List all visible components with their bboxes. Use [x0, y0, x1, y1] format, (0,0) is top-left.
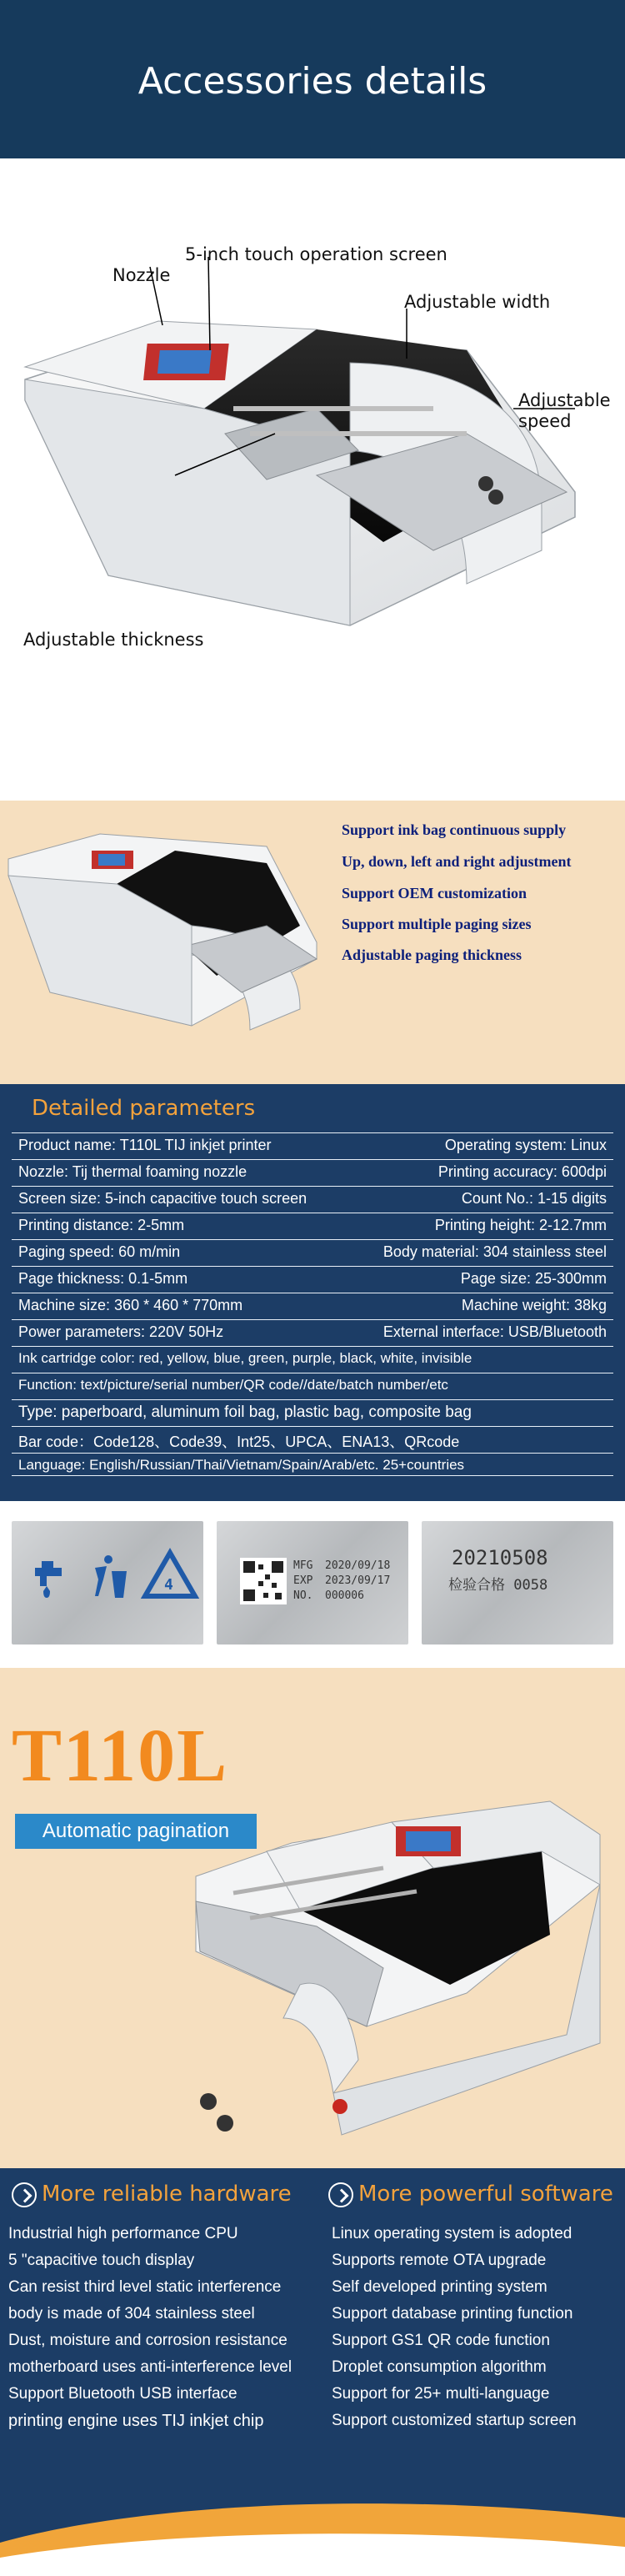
parameters-title: Detailed parameters — [32, 1096, 256, 1121]
print-symbols-image — [12, 1521, 203, 1645]
param-row — [12, 1132, 613, 1156]
software-title-text: More powerful software — [358, 2182, 613, 2207]
accessories-section — [0, 158, 625, 801]
exp-date: 2023/09/17 — [325, 1574, 391, 1587]
label-adjustable-width: Adjustable width — [404, 292, 551, 312]
product-model: T110L — [12, 1715, 229, 1797]
no-value: 000006 — [325, 1589, 364, 1602]
label-adjustable-speed-line2: speed — [518, 411, 572, 431]
param-left: Page thickness: 0.1-5mm — [18, 1270, 188, 1287]
param-right: Printing accuracy: 600dpi — [438, 1163, 607, 1180]
sample-date-code — [217, 1521, 408, 1645]
param-left: Bar code：Code128、Code39、Int25、UPCA、ENA13、QRcode — [18, 1434, 460, 1450]
mfg-date: 2020/09/18 — [325, 1559, 391, 1572]
param-right: External interface: USB/Bluetooth — [382, 1323, 607, 1340]
param-left: Ink cartridge color: red, yellow, blue, green, purple, black, white, invisible — [18, 1350, 472, 1366]
param-left: Type: paperboard, aluminum foil bag, plastic bag, composite bag — [18, 1403, 472, 1421]
feature-item: Support multiple paging sizes — [342, 916, 532, 932]
param-row — [12, 1213, 613, 1236]
param-left: Screen size: 5-inch capacitive touch screen — [18, 1190, 308, 1207]
no-label: NO. — [293, 1589, 313, 1602]
param-row — [12, 1346, 613, 1369]
hardware-title — [12, 2182, 292, 2207]
samples-section — [0, 1501, 625, 1668]
hardware-item: Dust, moisture and corrosion resistance — [8, 2332, 288, 2349]
feature-item: Up, down, left and right adjustment — [342, 853, 572, 870]
param-left: Language: English/Russian/Thai/Vietnam/Spain/Arab/etc. 25+countries — [18, 1457, 465, 1473]
decorative-swoosh — [0, 2484, 625, 2576]
hardware-item: Industrial high performance CPU — [8, 2225, 238, 2242]
software-item: Linux operating system is adopted — [332, 2225, 572, 2242]
param-row — [12, 1399, 613, 1423]
param-row — [12, 1239, 613, 1263]
hardware-item: printing engine uses TIJ inkjet chip — [8, 2412, 264, 2430]
product-section — [0, 1668, 625, 2168]
check-text: 检验合格 0058 — [448, 1577, 548, 1594]
software-item: Self developed printing system — [332, 2278, 548, 2296]
label-touch-screen: 5-inch touch operation screen — [185, 244, 448, 264]
machine-illustration-medium — [0, 801, 625, 1084]
hardware-software-section — [0, 2168, 625, 2576]
param-left: Paging speed: 60 m/min — [18, 1243, 181, 1260]
machine-illustration-product — [0, 1668, 625, 2168]
param-left: Printing distance: 2-5mm — [18, 1217, 185, 1233]
software-item: Droplet consumption algorithm — [332, 2358, 547, 2376]
label-adjustable-thickness: Adjustable thickness — [23, 630, 204, 650]
recycle-number: 4 — [164, 1576, 173, 1594]
mfg-label: MFG — [293, 1559, 313, 1572]
page-title: Accessories details — [138, 60, 488, 103]
hardware-item: motherboard uses anti-interference level — [8, 2358, 292, 2376]
param-left: Function: text/picture/serial number/QR code//date/batch number/etc — [18, 1377, 448, 1393]
hardware-title-text: More reliable hardware — [42, 2182, 292, 2207]
param-left: Nozzle: Tij thermal foaming nozzle — [18, 1163, 248, 1180]
param-right: Printing height: 2-12.7mm — [434, 1217, 607, 1233]
software-item: Support database printing function — [332, 2305, 573, 2322]
param-left: Product name: T110L TIJ inkjet printer — [18, 1137, 272, 1153]
chevron-right-icon — [328, 2182, 353, 2207]
label-nozzle: Nozzle — [112, 265, 171, 285]
param-row — [12, 1186, 613, 1209]
hardware-item: 5 "capacitive touch display — [8, 2252, 195, 2269]
param-right: Machine weight: 38kg — [461, 1297, 607, 1313]
software-title — [328, 2182, 613, 2207]
param-right: Page size: 25-300mm — [460, 1270, 607, 1287]
feature-item: Support OEM customization — [342, 885, 528, 901]
param-right: Body material: 304 stainless steel — [382, 1243, 607, 1260]
software-item: Supports remote OTA upgrade — [332, 2252, 547, 2269]
software-item: Support GS1 QR code function — [332, 2332, 550, 2349]
param-row — [12, 1373, 613, 1396]
param-row — [12, 1319, 613, 1343]
software-item: Support customized startup screen — [332, 2412, 577, 2429]
hardware-item: body is made of 304 stainless steel — [8, 2305, 255, 2322]
param-right: Count No.: 1-15 digits — [461, 1190, 607, 1207]
sample-batch-code — [422, 1521, 613, 1645]
hardware-item: Can resist third level static interference — [8, 2278, 282, 2296]
param-right: Operating system: Linux — [444, 1137, 607, 1153]
param-row — [12, 1293, 613, 1316]
software-item: Support for 25+ multi-language — [332, 2385, 550, 2403]
page-header — [0, 0, 625, 158]
features-section — [0, 801, 625, 1084]
param-row — [12, 1159, 613, 1183]
feature-item: Support ink bag continuous supply — [342, 821, 567, 838]
batch-code: 20210508 — [452, 1546, 548, 1569]
product-subtitle: Automatic pagination — [15, 1814, 257, 1849]
parameters-section — [0, 1084, 625, 1501]
feature-item: Adjustable paging thickness — [342, 947, 522, 963]
param-left: Power parameters: 220V 50Hz — [18, 1323, 224, 1340]
param-row — [12, 1453, 613, 1476]
param-left: Machine size: 360 * 460 * 770mm — [18, 1297, 243, 1313]
chevron-right-icon — [12, 2182, 37, 2207]
sample-symbols — [12, 1521, 203, 1645]
param-row — [12, 1266, 613, 1289]
hardware-item: Support Bluetooth USB interface — [8, 2385, 238, 2403]
param-row — [12, 1426, 613, 1449]
exp-label: EXP — [293, 1574, 313, 1587]
label-adjustable-speed-line1: Adjustable — [518, 390, 611, 410]
